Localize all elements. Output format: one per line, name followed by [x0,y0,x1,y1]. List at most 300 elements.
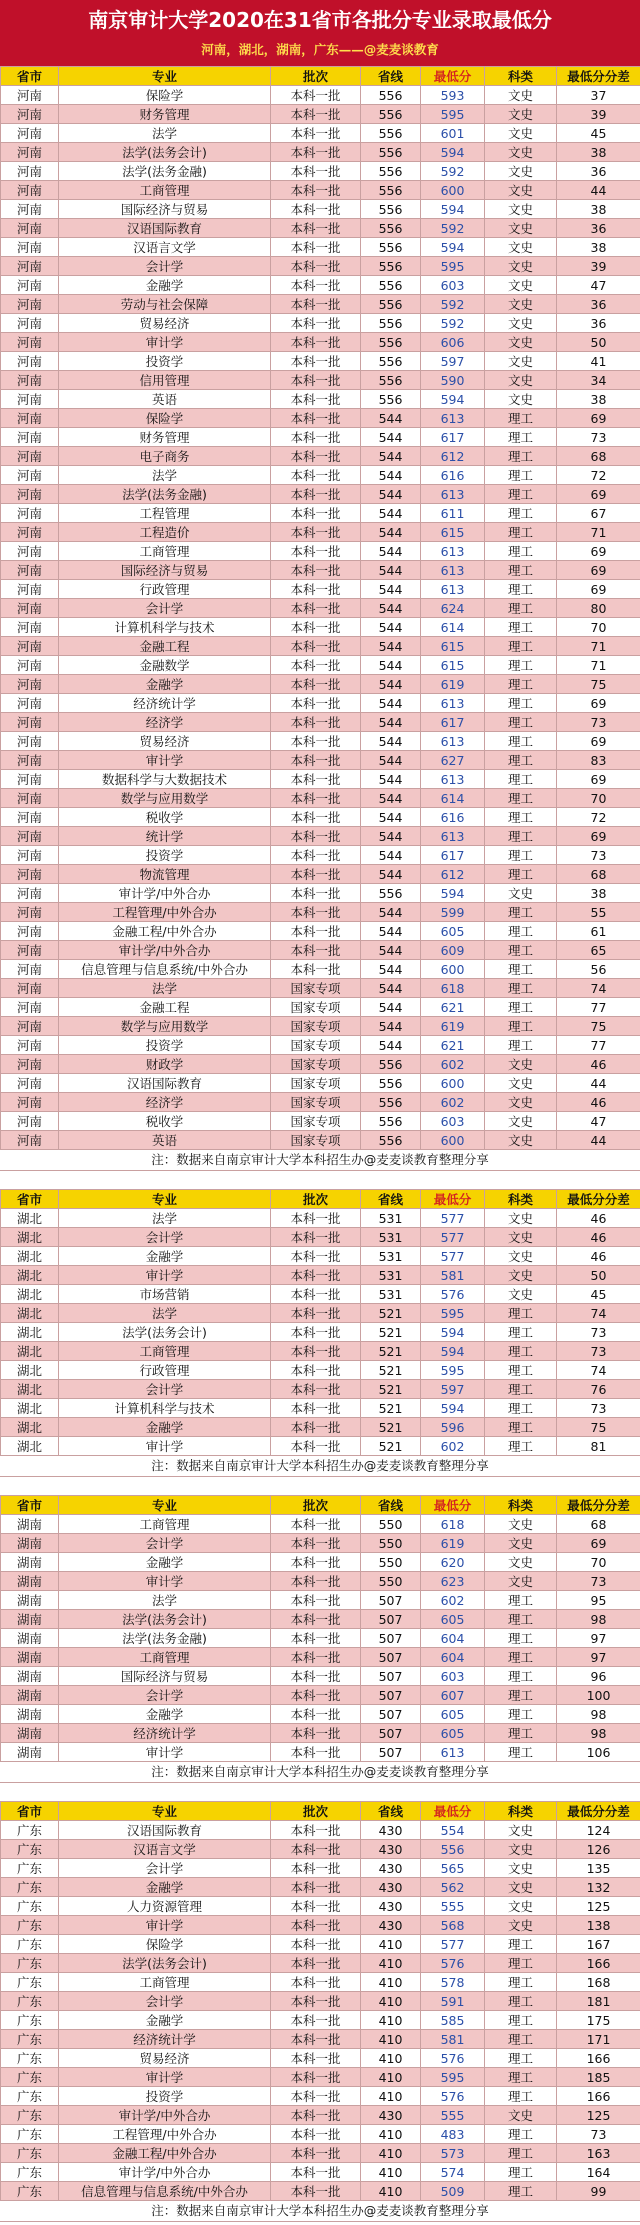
min-score-cell: 615 [421,523,485,542]
table-row [1,903,640,922]
min-score-cell: 596 [421,1418,485,1437]
province-cell: 湖北 [1,1361,59,1380]
province-cell: 湖北 [1,1266,59,1285]
line-cell: 556 [361,200,421,219]
min-score-header: 最低分 [421,1496,485,1515]
batch-cell: 本科一批 [271,1878,361,1897]
line-cell: 544 [361,827,421,846]
min-score-header: 最低分 [421,1802,485,1821]
category-cell: 文史 [485,181,557,200]
batch-cell: 本科一批 [271,124,361,143]
category-cell: 文史 [485,1572,557,1591]
major-cell: 审计学 [59,1437,271,1456]
score-diff-cell: 97 [557,1648,640,1667]
province-section [0,1495,640,1783]
line-cell: 544 [361,713,421,732]
score-diff-cell: 125 [557,1897,640,1916]
line-cell: 556 [361,884,421,903]
batch-cell: 本科一批 [271,1228,361,1247]
major-cell: 工商管理 [59,1515,271,1534]
major-cell: 物流管理 [59,865,271,884]
score-diff-cell: 44 [557,1074,640,1093]
batch-header: 批次 [271,67,361,86]
major-cell: 信用管理 [59,371,271,390]
table-row [1,1534,640,1553]
score-diff-cell: 125 [557,2106,640,2125]
line-cell: 550 [361,1572,421,1591]
batch-cell: 本科一批 [271,1591,361,1610]
min-score-cell: 624 [421,599,485,618]
category-cell: 文史 [485,1266,557,1285]
batch-cell: 本科一批 [271,922,361,941]
table-row [1,827,640,846]
province-cell: 湖北 [1,1418,59,1437]
line-cell: 410 [361,2125,421,2144]
major-cell: 金融学 [59,1553,271,1572]
category-cell: 理工 [485,770,557,789]
batch-cell: 本科一批 [271,1610,361,1629]
batch-cell: 本科一批 [271,1342,361,1361]
province-section [0,66,640,1171]
line-cell: 556 [361,162,421,181]
province-cell: 湖南 [1,1610,59,1629]
score-diff-cell: 77 [557,998,640,1017]
province-cell: 河南 [1,751,59,770]
score-diff-cell: 168 [557,1973,640,1992]
major-cell: 法学(法务金融) [59,1629,271,1648]
score-diff-cell: 38 [557,390,640,409]
category-cell: 理工 [485,1992,557,2011]
table-row [1,1209,640,1228]
line-cell: 521 [361,1399,421,1418]
score-diff-cell: 106 [557,1743,640,1762]
score-tables [0,66,640,2222]
min-score-cell: 577 [421,1228,485,1247]
category-cell: 理工 [485,1591,557,1610]
batch-cell: 本科一批 [271,390,361,409]
batch-cell: 本科一批 [271,181,361,200]
min-score-cell: 594 [421,1342,485,1361]
min-score-cell: 577 [421,1247,485,1266]
min-score-cell: 618 [421,979,485,998]
category-cell: 文史 [485,1859,557,1878]
line-cell: 556 [361,181,421,200]
major-cell: 法学(法务会计) [59,1323,271,1342]
min-score-cell: 597 [421,352,485,371]
min-score-cell: 617 [421,428,485,447]
batch-header: 批次 [271,1190,361,1209]
min-score-cell: 613 [421,770,485,789]
score-diff-cell: 166 [557,2049,640,2068]
line-cell: 550 [361,1515,421,1534]
category-cell: 理工 [485,599,557,618]
score-diff-cell: 71 [557,523,640,542]
category-cell: 文史 [485,1878,557,1897]
min-score-cell: 617 [421,713,485,732]
line-cell: 544 [361,751,421,770]
batch-cell: 本科一批 [271,1743,361,1762]
min-score-cell: 597 [421,1380,485,1399]
line-cell: 556 [361,1131,421,1150]
batch-cell: 本科一批 [271,1686,361,1705]
line-cell: 556 [361,1112,421,1131]
table-row [1,732,640,751]
batch-cell: 本科一批 [271,1418,361,1437]
major-cell: 法学 [59,1209,271,1228]
line-cell: 544 [361,618,421,637]
major-cell: 金融学 [59,1418,271,1437]
table-row [1,352,640,371]
score-diff-cell: 70 [557,618,640,637]
batch-cell: 本科一批 [271,86,361,105]
category-cell: 文史 [485,352,557,371]
batch-cell: 本科一批 [271,466,361,485]
batch-cell: 国家专项 [271,979,361,998]
category-cell: 文史 [485,219,557,238]
province-cell: 广东 [1,1954,59,1973]
major-cell: 工商管理 [59,1973,271,1992]
score-diff-cell: 77 [557,1036,640,1055]
score-diff-cell: 47 [557,276,640,295]
batch-cell: 本科一批 [271,257,361,276]
min-score-cell: 619 [421,1534,485,1553]
major-cell: 金融工程/中外合办 [59,2144,271,2163]
table-row [1,371,640,390]
table-row [1,124,640,143]
score-diff-cell: 69 [557,827,640,846]
province-cell: 湖南 [1,1686,59,1705]
province-cell: 广东 [1,2030,59,2049]
batch-cell: 本科一批 [271,2163,361,2182]
batch-cell: 本科一批 [271,2087,361,2106]
category-cell: 文史 [485,1131,557,1150]
batch-cell: 本科一批 [271,732,361,751]
line-cell: 507 [361,1724,421,1743]
province-cell: 广东 [1,2011,59,2030]
line-cell: 410 [361,1954,421,1973]
line-cell: 544 [361,466,421,485]
batch-cell: 本科一批 [271,960,361,979]
batch-cell: 本科一批 [271,1821,361,1840]
province-cell: 河南 [1,1131,59,1150]
line-header: 省线 [361,1496,421,1515]
score-diff-cell: 181 [557,1992,640,2011]
province-header: 省市 [1,1190,59,1209]
score-diff-cell: 126 [557,1840,640,1859]
province-cell: 河南 [1,694,59,713]
table-row [1,257,640,276]
province-cell: 湖南 [1,1534,59,1553]
score-diff-cell: 41 [557,352,640,371]
table-row [1,808,640,827]
category-cell: 文史 [485,1112,557,1131]
line-cell: 556 [361,333,421,352]
category-cell: 理工 [485,1954,557,1973]
min-score-cell: 594 [421,200,485,219]
score-diff-cell: 97 [557,1629,640,1648]
table-row [1,1591,640,1610]
score-table [0,66,640,1150]
min-score-cell: 615 [421,656,485,675]
table-row [1,1112,640,1131]
line-cell: 410 [361,2049,421,2068]
line-cell: 410 [361,1973,421,1992]
table-row [1,580,640,599]
province-cell: 湖南 [1,1572,59,1591]
province-cell: 河南 [1,1055,59,1074]
major-cell: 法学 [59,979,271,998]
min-score-cell: 578 [421,1973,485,1992]
table-row [1,846,640,865]
table-row [1,1686,640,1705]
category-cell: 理工 [485,713,557,732]
category-cell: 理工 [485,504,557,523]
category-cell: 理工 [485,751,557,770]
province-cell: 湖南 [1,1629,59,1648]
province-cell: 河南 [1,200,59,219]
category-cell: 理工 [485,1973,557,1992]
major-cell: 法学(法务金融) [59,162,271,181]
province-cell: 广东 [1,1821,59,1840]
major-cell: 市场营销 [59,1285,271,1304]
table-row [1,694,640,713]
min-score-cell: 601 [421,124,485,143]
score-diff-cell: 171 [557,2030,640,2049]
line-cell: 550 [361,1553,421,1572]
min-score-cell: 607 [421,1686,485,1705]
min-score-cell: 483 [421,2125,485,2144]
category-cell: 理工 [485,1323,557,1342]
line-cell: 430 [361,1840,421,1859]
min-score-cell: 576 [421,1285,485,1304]
score-diff-cell: 50 [557,333,640,352]
province-cell: 河南 [1,808,59,827]
province-cell: 河南 [1,960,59,979]
line-cell: 544 [361,447,421,466]
major-cell: 财政学 [59,1055,271,1074]
score-diff-cell: 61 [557,922,640,941]
table-row [1,1055,640,1074]
major-cell: 汉语国际教育 [59,1074,271,1093]
line-cell: 430 [361,1878,421,1897]
score-diff-cell: 50 [557,1266,640,1285]
min-score-cell: 620 [421,1553,485,1572]
batch-cell: 国家专项 [271,1131,361,1150]
major-cell: 劳动与社会保障 [59,295,271,314]
score-diff-cell: 70 [557,789,640,808]
line-cell: 430 [361,1897,421,1916]
score-diff-cell: 44 [557,1131,640,1150]
line-cell: 521 [361,1323,421,1342]
batch-cell: 本科一批 [271,1515,361,1534]
major-cell: 工程管理 [59,504,271,523]
table-row [1,219,640,238]
province-cell: 湖南 [1,1724,59,1743]
line-cell: 544 [361,428,421,447]
score-diff-cell: 72 [557,808,640,827]
min-score-cell: 568 [421,1916,485,1935]
line-cell: 521 [361,1342,421,1361]
table-row [1,1418,640,1437]
min-score-cell: 562 [421,1878,485,1897]
province-cell: 河南 [1,656,59,675]
table-row [1,1399,640,1418]
province-cell: 河南 [1,314,59,333]
section-gap [0,1477,640,1495]
batch-cell: 本科一批 [271,2049,361,2068]
table-row [1,1437,640,1456]
section-gap [0,1171,640,1189]
province-cell: 湖北 [1,1323,59,1342]
table-header-row [1,67,640,86]
score-diff-cell: 55 [557,903,640,922]
score-table [0,1801,640,2201]
score-table [0,1189,640,1456]
batch-cell: 本科一批 [271,1897,361,1916]
table-row [1,1954,640,1973]
min-score-cell: 623 [421,1572,485,1591]
min-score-cell: 594 [421,1323,485,1342]
batch-cell: 国家专项 [271,1074,361,1093]
min-score-cell: 577 [421,1935,485,1954]
batch-cell: 本科一批 [271,903,361,922]
province-cell: 广东 [1,1916,59,1935]
min-score-cell: 613 [421,561,485,580]
score-diff-cell: 100 [557,1686,640,1705]
score-diff-cell: 135 [557,1859,640,1878]
table-row [1,504,640,523]
province-cell: 湖南 [1,1705,59,1724]
score-diff-cell: 73 [557,713,640,732]
province-cell: 河南 [1,941,59,960]
table-row [1,1017,640,1036]
major-cell: 汉语国际教育 [59,1821,271,1840]
batch-header: 批次 [271,1496,361,1515]
batch-cell: 本科一批 [271,2011,361,2030]
line-cell: 556 [361,390,421,409]
score-diff-cell: 96 [557,1667,640,1686]
table-row [1,1074,640,1093]
line-cell: 544 [361,941,421,960]
line-cell: 521 [361,1361,421,1380]
batch-cell: 本科一批 [271,1399,361,1418]
province-cell: 河南 [1,884,59,903]
line-cell: 550 [361,1534,421,1553]
category-cell: 理工 [485,1648,557,1667]
batch-cell: 本科一批 [271,1859,361,1878]
min-score-cell: 555 [421,1897,485,1916]
min-score-cell: 603 [421,1667,485,1686]
major-cell: 信息管理与信息系统/中外合办 [59,2182,271,2201]
batch-cell: 本科一批 [271,238,361,257]
major-cell: 工商管理 [59,542,271,561]
major-cell: 投资学 [59,2087,271,2106]
province-cell: 河南 [1,371,59,390]
category-cell: 理工 [485,865,557,884]
category-cell: 理工 [485,979,557,998]
line-cell: 507 [361,1743,421,1762]
score-diff-cell: 68 [557,1515,640,1534]
table-row [1,713,640,732]
table-row [1,542,640,561]
batch-cell: 本科一批 [271,789,361,808]
min-score-cell: 592 [421,295,485,314]
min-score-cell: 614 [421,618,485,637]
table-row [1,922,640,941]
table-row [1,2125,640,2144]
min-score-cell: 613 [421,542,485,561]
category-cell: 文史 [485,1515,557,1534]
province-cell: 河南 [1,561,59,580]
table-header-row [1,1190,640,1209]
batch-cell: 本科一批 [271,1954,361,1973]
major-cell: 审计学/中外合办 [59,2163,271,2182]
score-diff-cell: 75 [557,675,640,694]
major-cell: 审计学/中外合办 [59,884,271,903]
major-cell: 经济学 [59,713,271,732]
table-row [1,656,640,675]
major-cell: 法学(法务会计) [59,1610,271,1629]
table-row [1,238,640,257]
source-note: 注：数据来自南京审计大学本科招生办@麦麦谈教育整理分享 [0,1150,640,1171]
min-score-cell: 556 [421,1840,485,1859]
major-cell: 工商管理 [59,181,271,200]
line-cell: 531 [361,1228,421,1247]
table-row [1,1131,640,1150]
table-row [1,1629,640,1648]
batch-cell: 本科一批 [271,1247,361,1266]
score-diff-cell: 69 [557,409,640,428]
table-row [1,865,640,884]
score-diff-cell: 69 [557,694,640,713]
line-cell: 507 [361,1610,421,1629]
line-cell: 544 [361,789,421,808]
score-diff-cell: 47 [557,1112,640,1131]
line-cell: 410 [361,2011,421,2030]
category-cell: 文史 [485,2106,557,2125]
major-cell: 保险学 [59,1935,271,1954]
table-row [1,960,640,979]
min-score-cell: 600 [421,1074,485,1093]
category-cell: 理工 [485,789,557,808]
category-cell: 理工 [485,2144,557,2163]
score-diff-cell: 80 [557,599,640,618]
province-cell: 河南 [1,295,59,314]
batch-cell: 本科一批 [271,1266,361,1285]
table-row [1,1610,640,1629]
line-cell: 556 [361,352,421,371]
province-cell: 河南 [1,257,59,276]
score-diff-cell: 46 [557,1247,640,1266]
min-score-cell: 555 [421,2106,485,2125]
major-cell: 审计学/中外合办 [59,941,271,960]
line-cell: 544 [361,903,421,922]
score-diff-cell: 69 [557,580,640,599]
category-cell: 文史 [485,143,557,162]
category-cell: 理工 [485,1017,557,1036]
score-diff-cell: 44 [557,181,640,200]
province-cell: 广东 [1,2106,59,2125]
major-cell: 金融工程/中外合办 [59,922,271,941]
score-diff-cell: 68 [557,447,640,466]
line-cell: 410 [361,2068,421,2087]
province-cell: 广东 [1,2163,59,2182]
table-row [1,485,640,504]
major-cell: 工程管理/中外合办 [59,2125,271,2144]
table-row [1,428,640,447]
province-cell: 河南 [1,1074,59,1093]
min-score-cell: 616 [421,808,485,827]
